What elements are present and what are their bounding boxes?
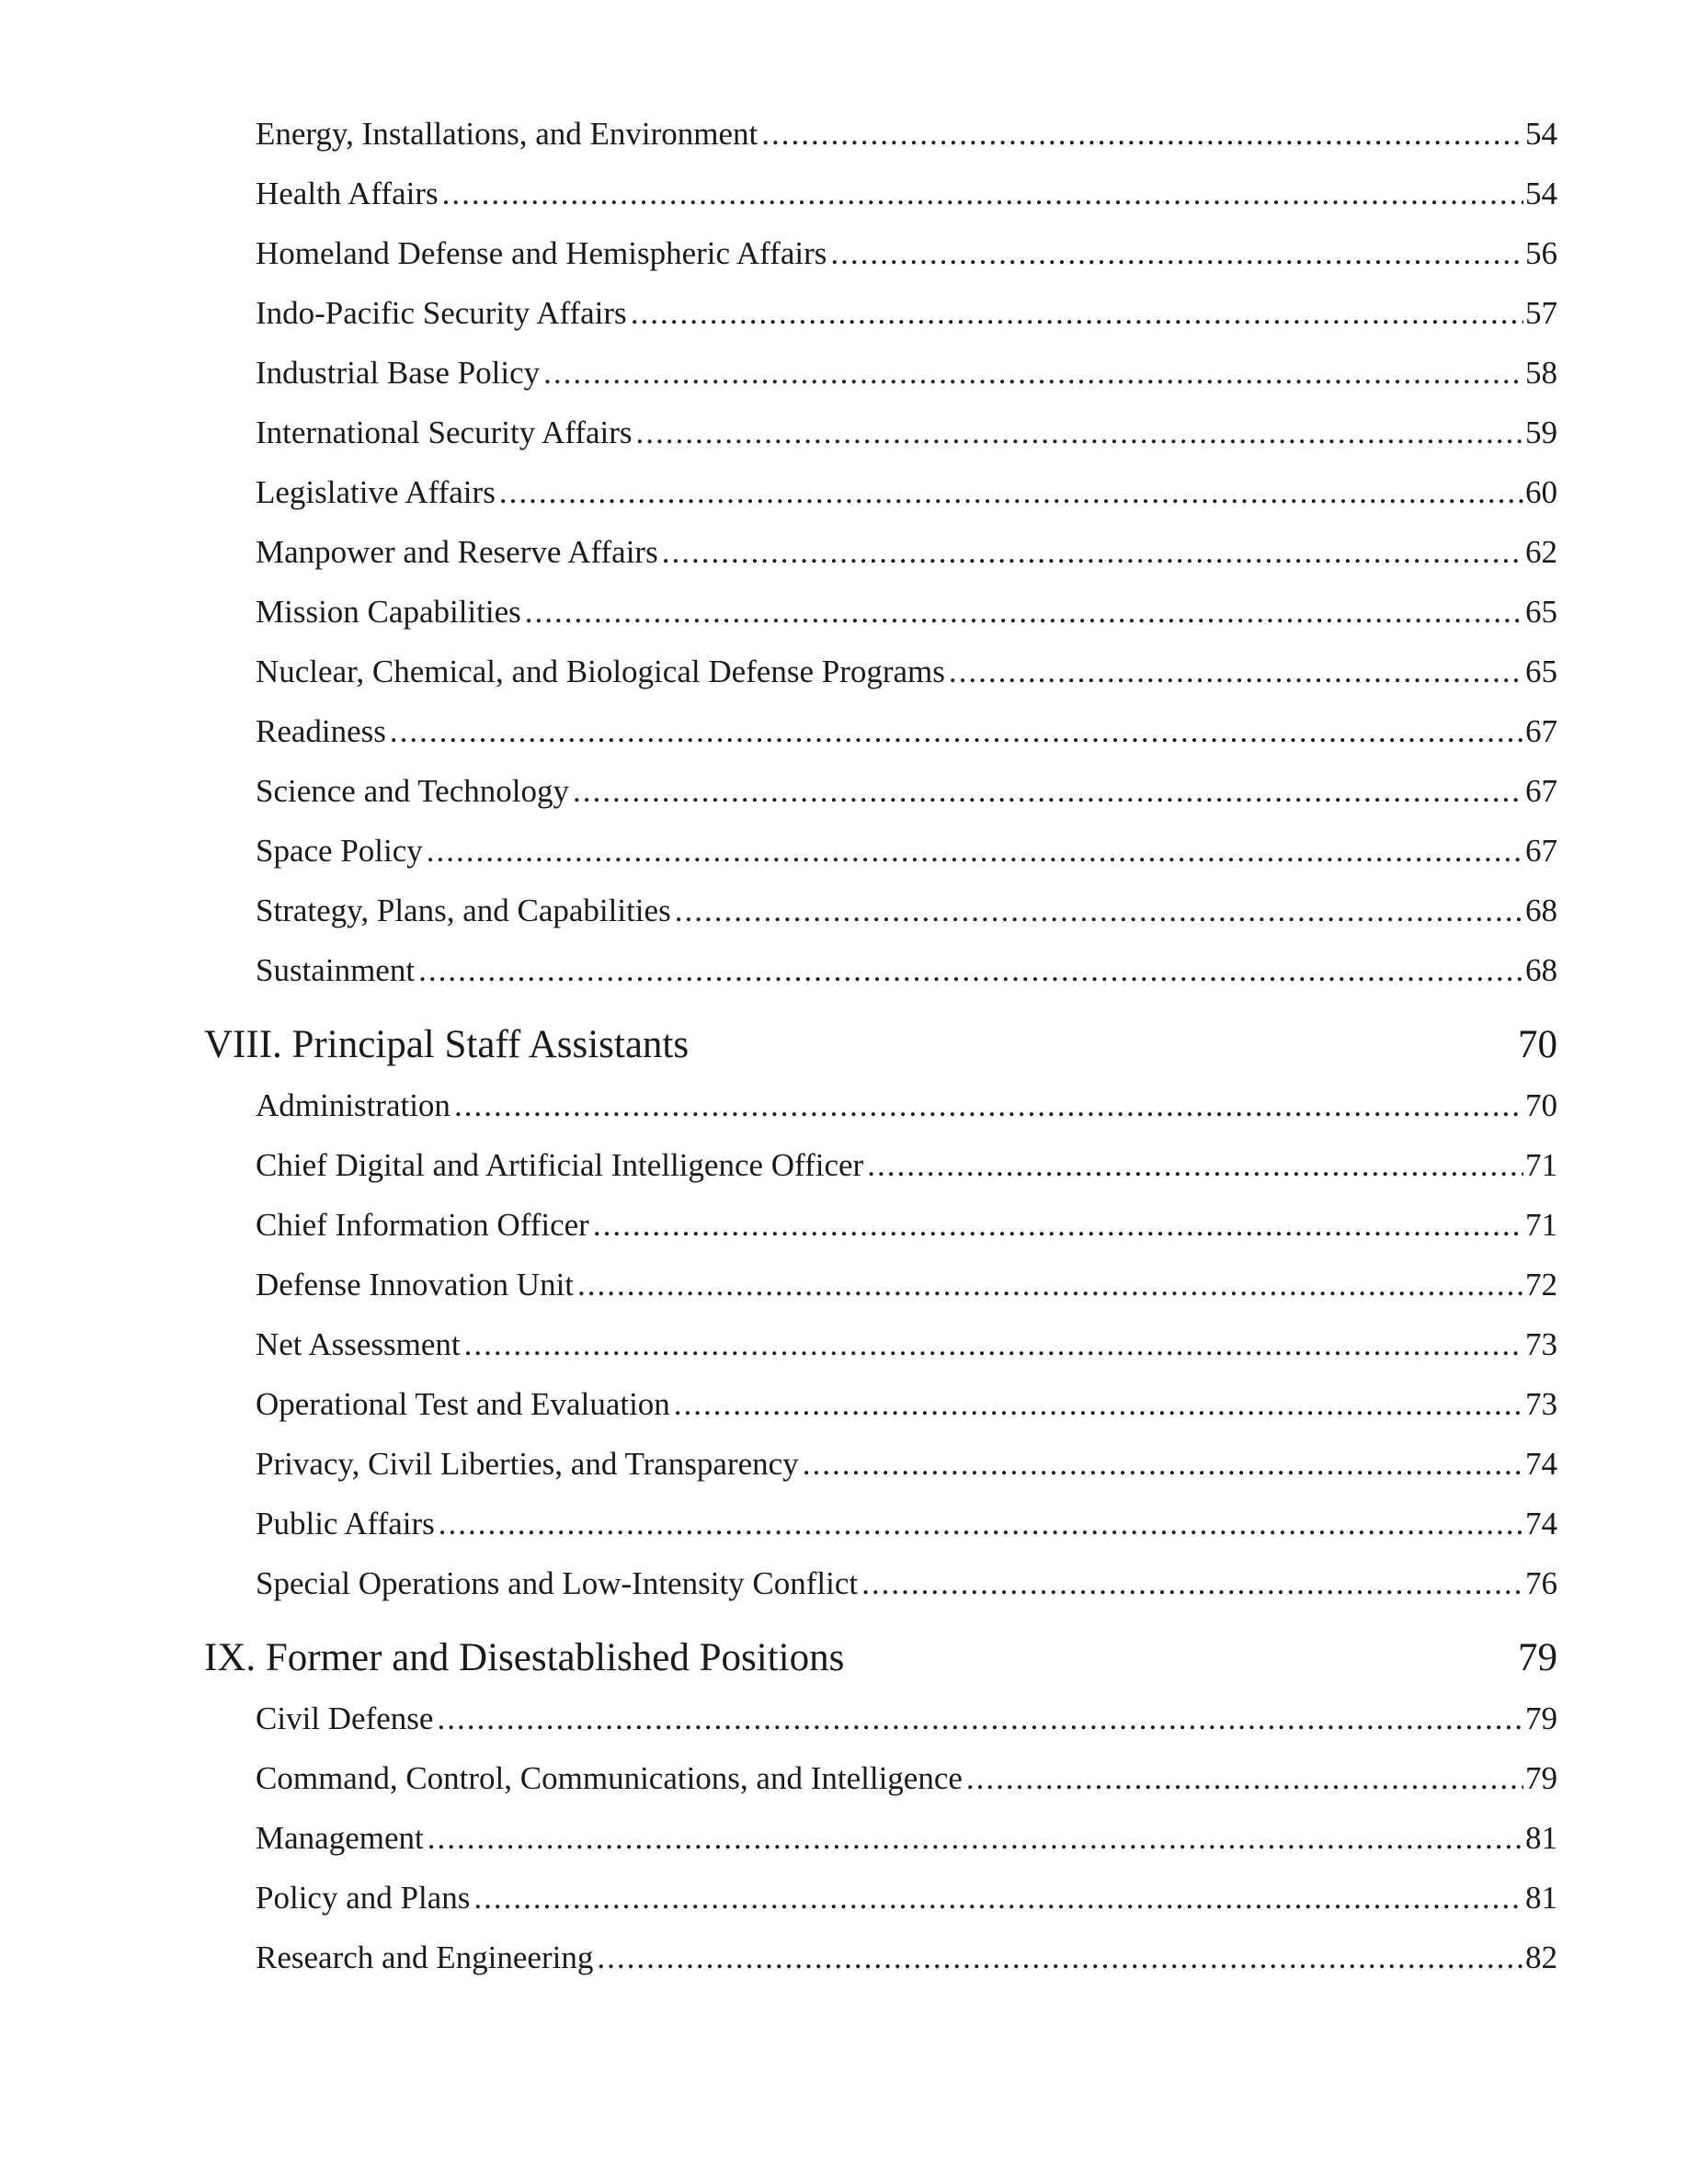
toc-entry[interactable] bbox=[204, 1701, 1557, 1760]
toc-entry-page-number: 73 bbox=[1525, 1386, 1557, 1422]
toc-entry-label: Net Assessment bbox=[256, 1326, 461, 1362]
dot-leader bbox=[439, 1506, 1523, 1542]
dot-leader bbox=[573, 773, 1523, 810]
toc-entry-label: Special Operations and Low-Intensity Conflict bbox=[256, 1565, 859, 1601]
toc-entry[interactable] bbox=[204, 1267, 1557, 1326]
toc-entry-page-number: 62 bbox=[1525, 534, 1557, 570]
toc-entry[interactable] bbox=[204, 833, 1557, 893]
dot-leader bbox=[966, 1760, 1523, 1797]
toc-entry[interactable] bbox=[204, 1506, 1557, 1565]
toc-entry[interactable] bbox=[204, 1760, 1557, 1820]
toc-entry-label: Sustainment bbox=[256, 952, 416, 988]
toc-entry[interactable] bbox=[204, 1820, 1557, 1880]
toc-entry-page-number: 81 bbox=[1525, 1880, 1557, 1916]
toc-entry[interactable] bbox=[204, 1939, 1557, 1999]
toc-entry-page-number: 65 bbox=[1525, 654, 1557, 689]
toc-entry-label: Defense Innovation Unit bbox=[256, 1267, 575, 1302]
toc-entry[interactable] bbox=[204, 1565, 1557, 1625]
toc-entry-label: Privacy, Civil Liberties, and Transparency bbox=[256, 1446, 799, 1482]
dot-leader bbox=[593, 1207, 1523, 1244]
dot-leader bbox=[525, 594, 1523, 631]
toc-entry-page-number: 71 bbox=[1525, 1207, 1557, 1243]
toc-entry-label: Manpower and Reserve Affairs bbox=[256, 534, 658, 570]
toc-entry[interactable] bbox=[204, 295, 1557, 355]
toc-entry-page-number: 67 bbox=[1525, 833, 1557, 869]
toc-entry[interactable] bbox=[204, 116, 1557, 176]
dot-leader bbox=[499, 474, 1523, 511]
toc-entry[interactable] bbox=[204, 1386, 1557, 1446]
dot-leader bbox=[867, 1147, 1523, 1184]
toc-entry-page-number: 74 bbox=[1525, 1506, 1557, 1541]
toc-entry[interactable] bbox=[204, 1087, 1557, 1147]
toc-entry-label: Research and Engineering bbox=[256, 1939, 594, 1975]
dot-leader bbox=[577, 1267, 1523, 1303]
toc-entry-page-number: 56 bbox=[1525, 235, 1557, 271]
toc-entry[interactable] bbox=[204, 654, 1557, 713]
toc-entry[interactable] bbox=[204, 1446, 1557, 1506]
section-heading-page-number: 70 bbox=[1518, 1023, 1557, 1066]
section-heading-label: VIII. Principal Staff Assistants bbox=[204, 1023, 690, 1066]
toc-entry-page-number: 74 bbox=[1525, 1446, 1557, 1482]
dot-leader bbox=[631, 295, 1523, 332]
toc-section-heading[interactable] bbox=[204, 1012, 1557, 1087]
dot-leader bbox=[437, 1701, 1523, 1737]
toc-section-heading[interactable] bbox=[204, 1625, 1557, 1701]
dot-leader bbox=[454, 1087, 1523, 1124]
toc-entry-page-number: 70 bbox=[1525, 1087, 1557, 1123]
toc-entry-label: Homeland Defense and Hemispheric Affairs bbox=[256, 235, 827, 271]
toc-entry[interactable] bbox=[204, 893, 1557, 952]
toc-entry-page-number: 54 bbox=[1525, 176, 1557, 211]
dot-leader bbox=[390, 713, 1523, 750]
toc-entry[interactable] bbox=[204, 355, 1557, 415]
dot-leader bbox=[861, 1565, 1523, 1602]
dot-leader bbox=[428, 1820, 1523, 1857]
toc-entry-page-number: 58 bbox=[1525, 355, 1557, 391]
dot-leader bbox=[674, 1386, 1523, 1423]
toc-entry-label: International Security Affairs bbox=[256, 415, 633, 450]
dot-leader bbox=[473, 1880, 1523, 1917]
toc-entry[interactable] bbox=[204, 474, 1557, 534]
toc-entry[interactable] bbox=[204, 773, 1557, 833]
toc-entry-label: Command, Control, Communications, and Intelligence bbox=[256, 1760, 963, 1796]
toc-entry-label: Readiness bbox=[256, 713, 386, 749]
dot-leader bbox=[636, 415, 1523, 451]
toc-entry-label: Civil Defense bbox=[256, 1701, 434, 1736]
toc-entry[interactable] bbox=[204, 235, 1557, 295]
toc-entry-page-number: 68 bbox=[1525, 893, 1557, 928]
toc-entry-label: Nuclear, Chemical, and Biological Defense Programs bbox=[256, 654, 945, 689]
toc-entry-label: Industrial Base Policy bbox=[256, 355, 541, 391]
toc-entry-page-number: 73 bbox=[1525, 1326, 1557, 1362]
toc-entry-page-number: 67 bbox=[1525, 773, 1557, 809]
toc-entry-page-number: 54 bbox=[1525, 116, 1557, 152]
toc-entry-label: Energy, Installations, and Environment bbox=[256, 116, 758, 152]
toc-entry-label: Health Affairs bbox=[256, 176, 439, 211]
toc-entry-page-number: 67 bbox=[1525, 713, 1557, 749]
toc-entry-label: Administration bbox=[256, 1087, 451, 1123]
toc-entry-label: Policy and Plans bbox=[256, 1880, 471, 1916]
dot-leader bbox=[830, 235, 1523, 272]
section-heading-page-number: 79 bbox=[1518, 1636, 1557, 1679]
toc-entry[interactable] bbox=[204, 415, 1557, 474]
toc-entry-label: Management bbox=[256, 1820, 424, 1856]
dot-leader bbox=[418, 952, 1523, 989]
dot-leader bbox=[464, 1326, 1523, 1363]
toc-entry-label: Science and Technology bbox=[256, 773, 569, 809]
dot-leader bbox=[442, 176, 1523, 212]
toc-entry[interactable] bbox=[204, 534, 1557, 594]
toc-entry[interactable] bbox=[204, 1880, 1557, 1939]
toc-entry-label: Public Affairs bbox=[256, 1506, 435, 1541]
dot-leader bbox=[949, 654, 1523, 690]
toc-entry-page-number: 68 bbox=[1525, 952, 1557, 988]
dot-leader bbox=[803, 1446, 1523, 1483]
toc-entry-label: Legislative Affairs bbox=[256, 474, 496, 510]
toc-entry[interactable] bbox=[204, 1326, 1557, 1386]
toc-entry-label: Operational Test and Evaluation bbox=[256, 1386, 670, 1422]
table-of-contents bbox=[204, 116, 1557, 1999]
toc-entry-page-number: 59 bbox=[1525, 415, 1557, 450]
dot-leader bbox=[597, 1939, 1523, 1976]
toc-entry-label: Indo-Pacific Security Affairs bbox=[256, 295, 627, 331]
toc-entry-page-number: 82 bbox=[1525, 1939, 1557, 1975]
dot-leader bbox=[543, 355, 1523, 392]
toc-entry-label: Mission Capabilities bbox=[256, 594, 521, 630]
toc-entry-label: Space Policy bbox=[256, 833, 423, 869]
toc-entry-page-number: 79 bbox=[1525, 1760, 1557, 1796]
dot-leader bbox=[662, 534, 1523, 571]
toc-entry[interactable] bbox=[204, 713, 1557, 773]
toc-entry[interactable] bbox=[204, 952, 1557, 1012]
toc-entry-page-number: 60 bbox=[1525, 474, 1557, 510]
toc-entry-label: Strategy, Plans, and Capabilities bbox=[256, 893, 671, 928]
dot-leader bbox=[427, 833, 1523, 870]
toc-entry[interactable] bbox=[204, 1207, 1557, 1267]
dot-leader bbox=[675, 893, 1523, 929]
toc-entry-page-number: 65 bbox=[1525, 594, 1557, 630]
toc-entry[interactable] bbox=[204, 1147, 1557, 1207]
toc-entry-page-number: 76 bbox=[1525, 1565, 1557, 1601]
toc-entry-label: Chief Digital and Artificial Intelligence Officer bbox=[256, 1147, 864, 1183]
toc-entry-page-number: 71 bbox=[1525, 1147, 1557, 1183]
section-heading-label: IX. Former and Disestablished Positions bbox=[204, 1636, 845, 1679]
toc-entry-page-number: 81 bbox=[1525, 1820, 1557, 1856]
toc-entry-page-number: 79 bbox=[1525, 1701, 1557, 1736]
toc-entry-label: Chief Information Officer bbox=[256, 1207, 589, 1243]
toc-entry-page-number: 72 bbox=[1525, 1267, 1557, 1302]
toc-entry[interactable] bbox=[204, 176, 1557, 235]
toc-entry[interactable] bbox=[204, 594, 1557, 654]
dot-leader bbox=[761, 116, 1523, 153]
toc-entry-page-number: 57 bbox=[1525, 295, 1557, 331]
